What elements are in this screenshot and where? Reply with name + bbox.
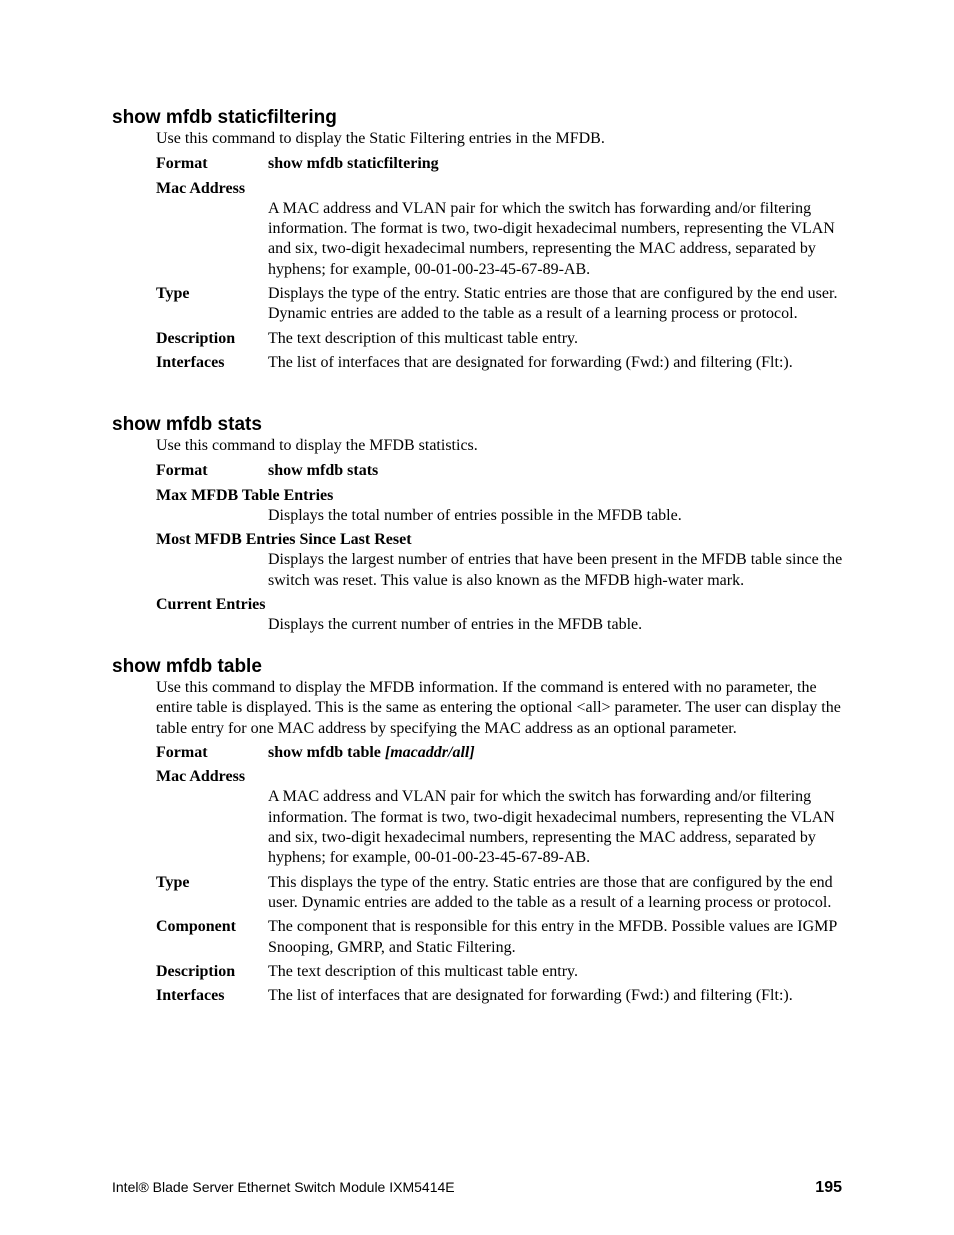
max-entries-label: Max MFDB Table Entries [156, 486, 334, 504]
most-entries-text: Displays the largest number of entries that have been present in the MFDB table since the switch was reset. This value is also known as the MFDB high-water mark. [268, 551, 843, 589]
format-label: Format [156, 462, 208, 480]
section-show-mfdb-staticfiltering [112, 107, 847, 373]
current-entries-label: Current Entries [156, 596, 266, 614]
page-footer [112, 1179, 842, 1197]
type-label: Type [156, 873, 190, 891]
section-heading: show mfdb stats [112, 414, 262, 435]
section-intro: Use this command to display the MFDB information. If the command is entered with no parameter, the entire table is displayed. This is the same as entering the optional <all> parameter. The user can display the table entry for one MAC address by specifying the MAC address as an optional parameter. [156, 679, 841, 737]
interfaces-row [156, 986, 847, 1006]
format-row [156, 743, 847, 763]
description-text: The text description of this multicast table entry. [268, 962, 578, 980]
description-text: The text description of this multicast table entry. [268, 329, 578, 347]
section-intro: Use this command to display the Static Filtering entries in the MFDB. [156, 130, 605, 147]
section-show-mfdb-table [112, 656, 847, 1006]
interfaces-text: The list of interfaces that are designated for forwarding (Fwd:) and filtering (Flt:). [268, 987, 793, 1005]
interfaces-label: Interfaces [156, 353, 225, 371]
mac-address-label: Mac Address [156, 179, 246, 197]
component-text: The component that is responsible for this entry in the MFDB. Possible values are IGMP Snooping, GMRP, and Static Filtering. [268, 918, 837, 956]
format-label: Format [156, 743, 208, 761]
section-intro: Use this command to display the MFDB statistics. [156, 437, 478, 454]
max-entries-text: Displays the total number of entries possible in the MFDB table. [268, 506, 682, 524]
format-command-name: show mfdb table [268, 743, 381, 761]
current-entries-text: Displays the current number of entries in the MFDB table. [268, 616, 643, 634]
type-text: Displays the type of the entry. Static entries are those that are configured by the end user. Dynamic entries are added to the table as a result of a learning process or protocol. [268, 285, 838, 323]
description-label: Description [156, 962, 236, 980]
most-entries-label: Most MFDB Entries Since Last Reset [156, 531, 412, 549]
type-label: Type [156, 285, 190, 303]
type-text: This displays the type of the entry. Static entries are those that are configured by the end user. Dynamic entries are added to the table as a result of a learning process or protocol. [268, 873, 833, 911]
section-show-mfdb-stats [112, 414, 847, 636]
interfaces-label: Interfaces [156, 987, 225, 1005]
format-command-param: [macaddr/all] [384, 743, 475, 761]
section-heading: show mfdb table [112, 656, 262, 677]
type-row [156, 873, 847, 914]
format-label: Format [156, 155, 208, 173]
format-command [268, 743, 847, 763]
section-heading: show mfdb staticfiltering [112, 107, 337, 128]
interfaces-text: The list of interfaces that are designated for forwarding (Fwd:) and filtering (Flt:). [268, 353, 793, 371]
mac-address-label: Mac Address [156, 768, 246, 786]
format-command: show mfdb staticfiltering [268, 155, 439, 173]
type-row [156, 284, 847, 325]
mac-address-text: A MAC address and VLAN pair for which the switch has forwarding and/or filtering information. The format is two, two-digit hexadecimal numbers, representing the VLAN and six, two-digit hexadecimal numbers, representing the MAC address, separated by hyphens; for example, 00-01-00-23-45-67-89-AB. [268, 199, 835, 278]
description-row [156, 962, 847, 982]
footer-title: Intel® Blade Server Ethernet Switch Module IXM5414E [112, 1179, 455, 1195]
component-row [156, 917, 847, 958]
description-row [156, 329, 847, 349]
interfaces-row [156, 353, 847, 373]
description-label: Description [156, 329, 236, 347]
format-row [156, 154, 847, 174]
format-command: show mfdb stats [268, 462, 379, 480]
page-number: 195 [815, 1179, 842, 1196]
mac-address-text: A MAC address and VLAN pair for which the switch has forwarding and/or filtering information. The format is two, two-digit hexadecimal numbers, representing the VLAN and six, two-digit hexadecimal numbers, representing the MAC address, separated by hyphens; for example, 00-01-00-23-45-67-89-AB. [268, 788, 835, 867]
format-row [156, 461, 847, 481]
component-label: Component [156, 918, 237, 936]
